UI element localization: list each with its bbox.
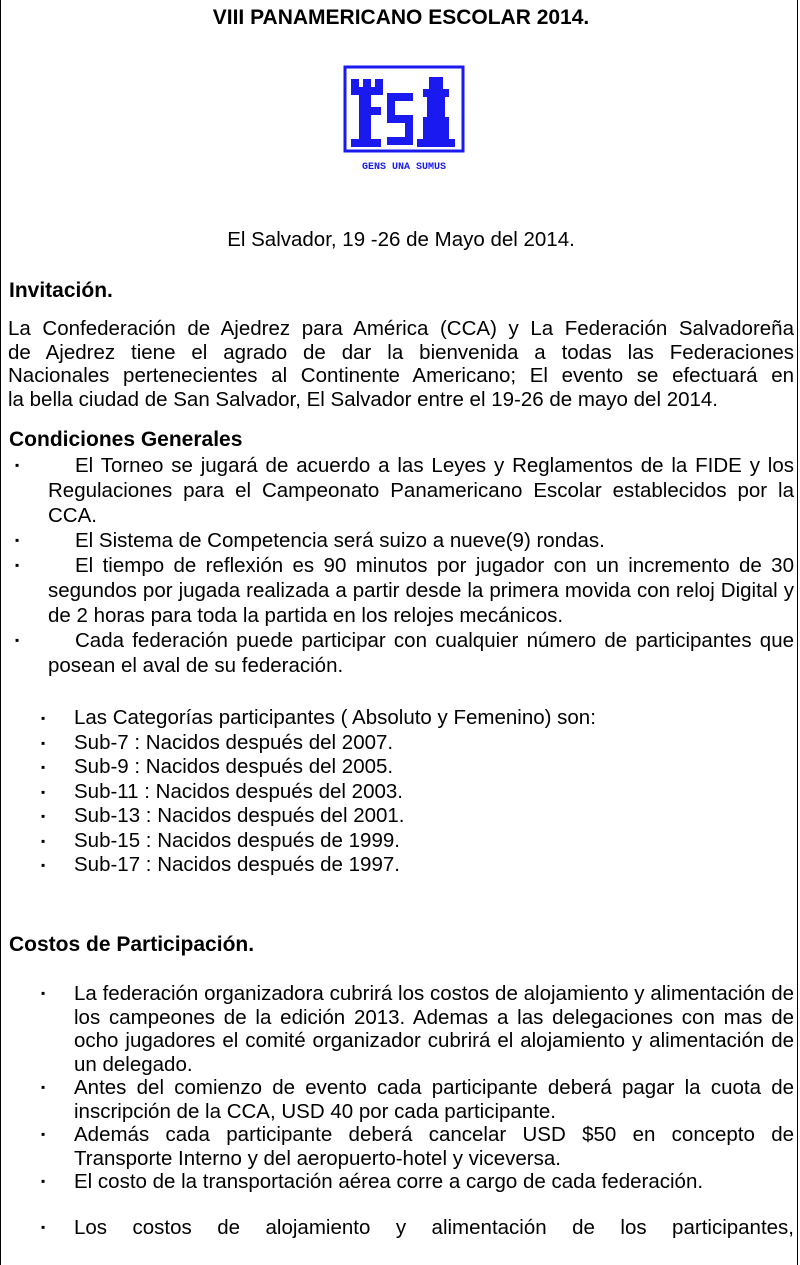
bullet-icon: ▪ <box>41 833 46 848</box>
list-item-text: El tiempo de reflexión es 90 minutos por jugador con un incremento de 30 segundos por jugada realizada a partir desde la primera movida con reloj Digital y de 2 horas para toda la partida en los relojes mecánicos. <box>48 554 794 627</box>
bullet-icon: ▪ <box>41 1219 46 1234</box>
bullet-icon: ▪ <box>41 1174 46 1188</box>
logo-motto: GENS UNA SUMUS <box>361 162 447 173</box>
list-item-text: Las Categorías participantes ( Absoluto y Femenino) son: <box>74 706 596 729</box>
costs-heading: Costos de Participación. <box>9 933 255 956</box>
list-item <box>41 853 794 878</box>
bullet-icon: ▪ <box>15 633 20 647</box>
list-item-text: Antes del comienzo de evento cada participante deberá pagar la cuota de inscripción de la CCA, USD 40 por cada participante. <box>74 1076 794 1123</box>
list-item <box>41 1216 794 1240</box>
list-item <box>41 755 794 780</box>
event-date-line: El Salvador, 19 -26 de Mayo del 2014. <box>227 228 575 251</box>
list-item <box>41 731 794 756</box>
list-item-text: Sub-15 : Nacidos después de 1999. <box>74 828 400 852</box>
list-item <box>41 780 794 805</box>
list-item <box>41 829 794 854</box>
bullet-icon: ▪ <box>41 735 46 750</box>
list-item <box>8 553 794 628</box>
invitation-line: la bella ciudad de San Salvador, El Salvador entre el 19-26 de mayo del 2014. <box>8 387 719 411</box>
conditions-list <box>8 453 794 678</box>
list-item-text: El Torneo se jugará de acuerdo a las Leyes y Reglamentos de la FIDE y los Regulaciones para el Campeonato Panamericano Escolar establecidos por la CCA. <box>48 454 794 527</box>
list-item-text: El Sistema de Competencia será suizo a nueve(9) rondas. <box>75 529 605 552</box>
list-item-text: El costo de la transportación aérea corre a cargo de cada federación. <box>74 1170 704 1193</box>
bullet-icon: ▪ <box>41 1127 46 1141</box>
logo-mark <box>351 77 455 147</box>
bullet-icon: ▪ <box>41 858 46 872</box>
bullet-icon: ▪ <box>15 533 20 547</box>
invitation-heading: Invitación. <box>9 279 113 302</box>
list-item-text: Sub-17 : Nacidos después de 1997. <box>74 853 400 876</box>
list-item-text: La federación organizadora cubrirá los costos de alojamiento y alimentación de los campeones de la edición 2013. Ademas a las delegaciones con mas de ocho jugadores el comité organizador cubrirá el alojamiento y alimentación de un delegado. <box>74 982 794 1076</box>
categories-list <box>41 706 794 878</box>
list-item <box>41 706 794 731</box>
bullet-icon: ▪ <box>15 558 20 572</box>
list-item <box>41 1170 794 1194</box>
list-item <box>8 528 794 553</box>
bullet-icon: ▪ <box>41 1080 46 1094</box>
bullet-icon: ▪ <box>15 458 20 472</box>
list-item <box>41 1076 794 1123</box>
bullet-icon: ▪ <box>41 760 46 774</box>
list-item <box>41 804 794 829</box>
invitation-line: de Ajedrez tiene el agrado de dar la bienvenida a todas las Federaciones <box>8 340 794 364</box>
list-item-text: Los costos de alojamiento y alimentación de los participantes, <box>74 1215 794 1239</box>
list-item-text: Sub-7 : Nacidos después del 2007. <box>74 730 394 754</box>
document-title: VIII PANAMERICANO ESCOLAR 2014. <box>212 6 590 29</box>
costs-list <box>41 982 794 1239</box>
list-item <box>41 982 794 1076</box>
list-item-text: Sub-11 : Nacidos después del 2003. <box>74 779 403 803</box>
invitation-line: La Confederación de Ajedrez para América (CCA) y La Federación Salvadoreña <box>8 317 794 340</box>
invitation-paragraph <box>8 317 794 411</box>
bullet-icon: ▪ <box>41 711 46 725</box>
bullet-icon: ▪ <box>41 784 46 799</box>
list-item-text: Sub-13 : Nacidos después del 2001. <box>74 804 405 827</box>
federation-logo <box>343 65 465 173</box>
list-item-text: Cada federación puede participar con cualquier número de participantes que posean el aval de su federación. <box>48 629 794 677</box>
list-item <box>41 1123 794 1170</box>
list-item-text: Además cada participante deberá cancelar USD $50 en concepto de Transporte Interno y del aeropuerto-hotel y viceversa. <box>74 1123 794 1170</box>
list-item <box>8 628 794 678</box>
conditions-heading: Condiciones Generales <box>9 428 243 451</box>
list-item-text: Sub-9 : Nacidos después del 2005. <box>74 755 394 778</box>
invitation-line: Nacionales pertenecientes al Continente Americano; El evento se efectuará en <box>8 364 794 387</box>
list-item <box>8 453 794 528</box>
bullet-icon: ▪ <box>41 986 46 1000</box>
bullet-icon: ▪ <box>41 809 46 823</box>
